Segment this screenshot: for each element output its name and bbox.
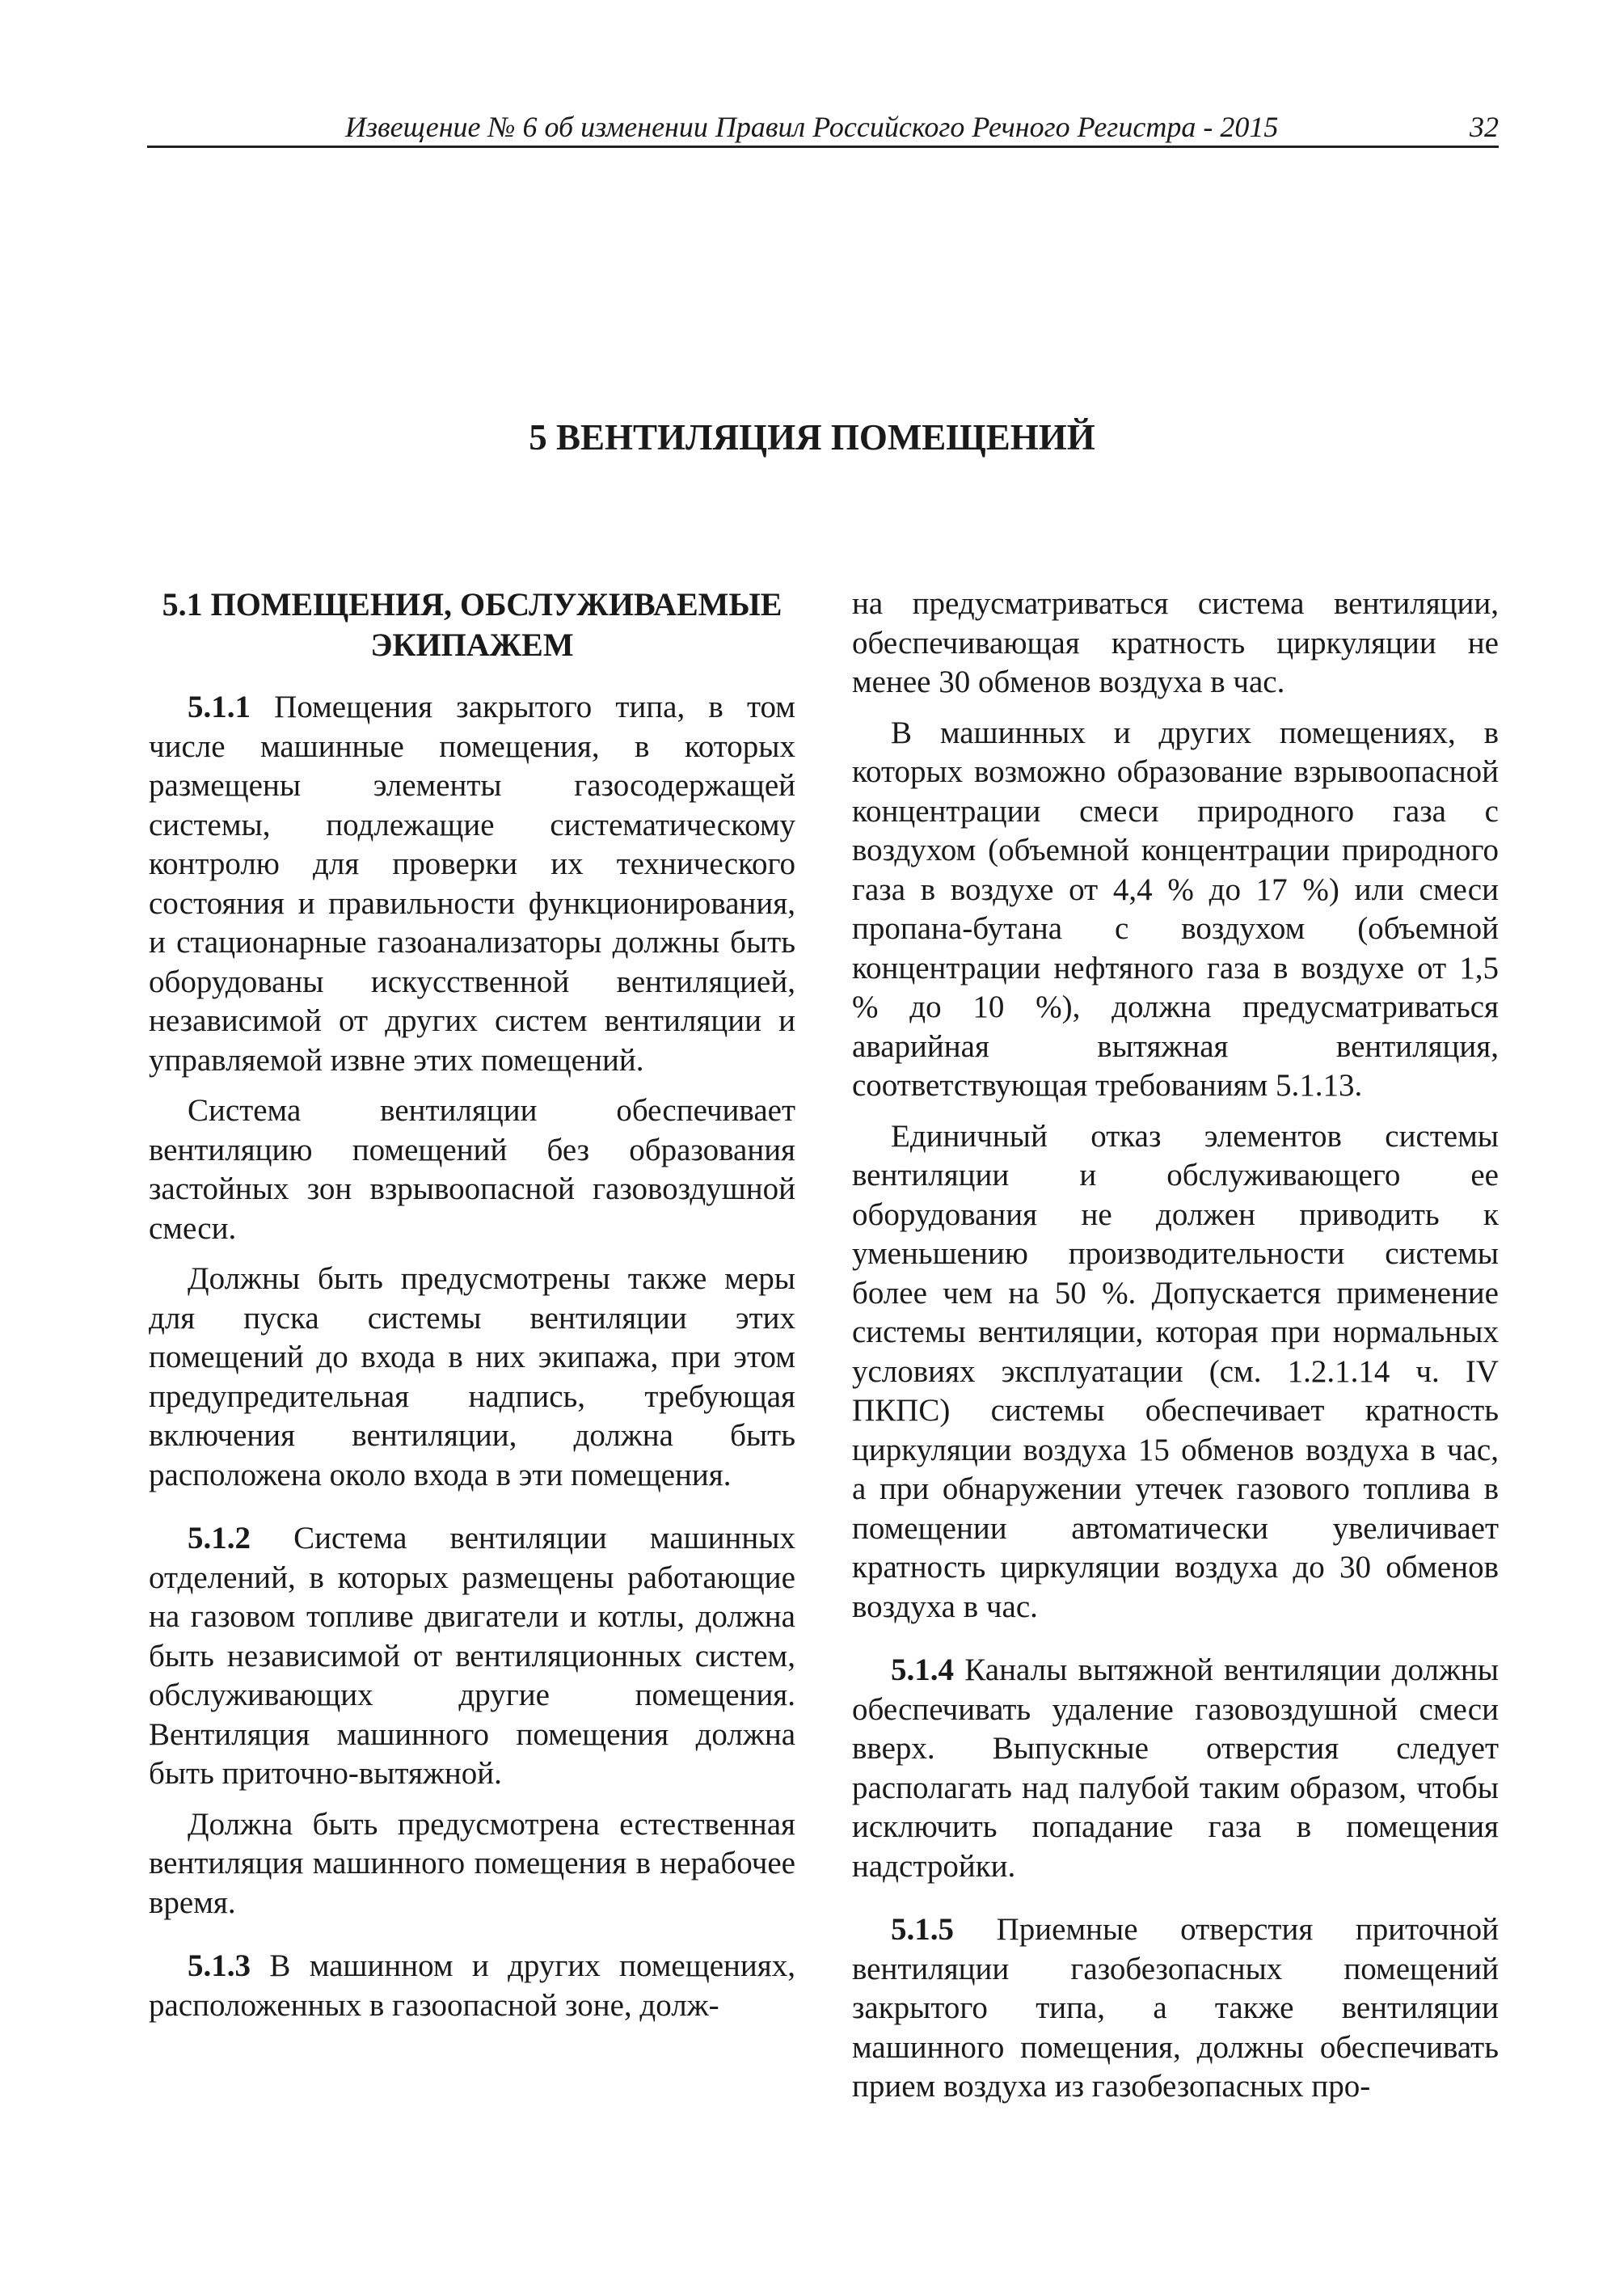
paragraph-continued: на предусматриваться система вентиляции, обеспечивающая кратность циркуляции не менее 30 обменов воздуха в час. bbox=[852, 586, 1499, 699]
paragraph: В машинных и других помещениях, в которых возможно образование взрывоопасной концентрации смеси природного газа с воздухом (объемной концентрации природного газа в воздухе от 4,4 % до 17 %) или смеси пропана-бутана с воздухом (объемной концентрации нефтяного газа в воздухе от 1,5 % до 10 %), должна предусматриваться аварийная вытяжная вентиляция, соответствующая требованиям 5.1.13. bbox=[852, 715, 1499, 1103]
paragraph-text: Помещения закрытого типа, в том числе машинные помещения, в которых размещены элементы газосодержащей системы, подлежащие систематическому контролю для проверки их технического состояния и правильности функционирования, и стационарные газоанализаторы должны быть оборудованы искусственной вентиляцией, независимой от других систем вентиляции и управляемой извне этих помещений. bbox=[149, 690, 795, 1078]
page-number: 32 bbox=[1470, 111, 1499, 143]
chapter-title: 5 ВЕНТИЛЯЦИЯ ПОМЕЩЕНИЙ bbox=[529, 417, 1095, 458]
left-column bbox=[149, 585, 795, 2025]
paragraph-5-1-5 bbox=[852, 1910, 1499, 2107]
right-column bbox=[852, 585, 1499, 2107]
paragraph-text: В машинном и других помещениях, расположенных в газоопасной зоне, долж- bbox=[149, 1948, 795, 2023]
paragraph: Система вентиляции обеспечивает вентиляцию помещений без образования застойных зон взрывоопасной газовоздушной смеси. bbox=[149, 1093, 795, 1246]
paragraph-text: Приемные отверстия приточной вентиляции газобезопасных помещений закрытого типа, а также вентиляции машинного помещения, должны обеспечивать прием воздуха из газобезопасных про- bbox=[852, 1912, 1499, 2104]
running-header bbox=[147, 107, 1499, 148]
paragraph-5-1-2 bbox=[149, 1519, 795, 1794]
section-title-line2: ЭКИПАЖЕМ bbox=[370, 627, 574, 663]
paragraph-5-1-1 bbox=[149, 688, 795, 1080]
clause-number: 5.1.1 bbox=[188, 690, 251, 724]
paragraph-text: Система вентиляции машинных отделений, в которых размещены работающие на газовом топливе двигатели и котлы, должна быть независимой от вентиляционных систем, обслуживающих другие помещения. Вентиляция машинного помещения должна быть приточно-вытяжной. bbox=[149, 1521, 795, 1791]
clause-number: 5.1.3 bbox=[188, 1948, 251, 1983]
section-title-line1: 5.1 ПОМЕЩЕНИЯ, ОБСЛУЖИВАЕМЫЕ bbox=[162, 586, 782, 623]
section-title bbox=[149, 585, 795, 665]
header-title: Извещение № 6 об изменении Правил Российского Речного Регистра - 2015 bbox=[345, 111, 1279, 143]
paragraph: Единичный отказ элементов системы вентиляции и обслуживающего ее оборудования не должен приводить к уменьшению производительности системы более чем на 50 %. Допускается применение системы вентиляции, которая при нормальных условиях эксплуатации (см. 1.2.1.14 ч. IV ПКПС) системы обеспечивает кратность циркуляции воздуха 15 обменов воздуха в час, а при обнаружении утечек газового топлива в помещении автоматически увеличивает кратность циркуляции воздуха до 30 обменов воздуха в час. bbox=[852, 1118, 1499, 1624]
paragraph: Должны быть предусмотрены также меры для пуска системы вентиляции этих помещений до входа в них экипажа, при этом предупредительная надпись, требующая включения вентиляции, должна быть расположена около входа в эти помещения. bbox=[149, 1261, 795, 1492]
clause-number: 5.1.2 bbox=[188, 1521, 251, 1555]
paragraph-5-1-3 bbox=[149, 1947, 795, 2025]
paragraph: Должна быть предусмотрена естественная вентиляция машинного помещения в нерабочее время. bbox=[149, 1806, 795, 1920]
paragraph-text: Каналы вытяжной вентиляции должны обеспечивать удаление газовоздушной смеси вверх. Выпускные отверстия следует располагать над палубой таким образом, чтобы исключить попадание газа в помещения надстройки. bbox=[852, 1653, 1499, 1884]
clause-number: 5.1.5 bbox=[891, 1912, 954, 1947]
clause-number: 5.1.4 bbox=[891, 1653, 954, 1687]
paragraph-5-1-4 bbox=[852, 1651, 1499, 1886]
